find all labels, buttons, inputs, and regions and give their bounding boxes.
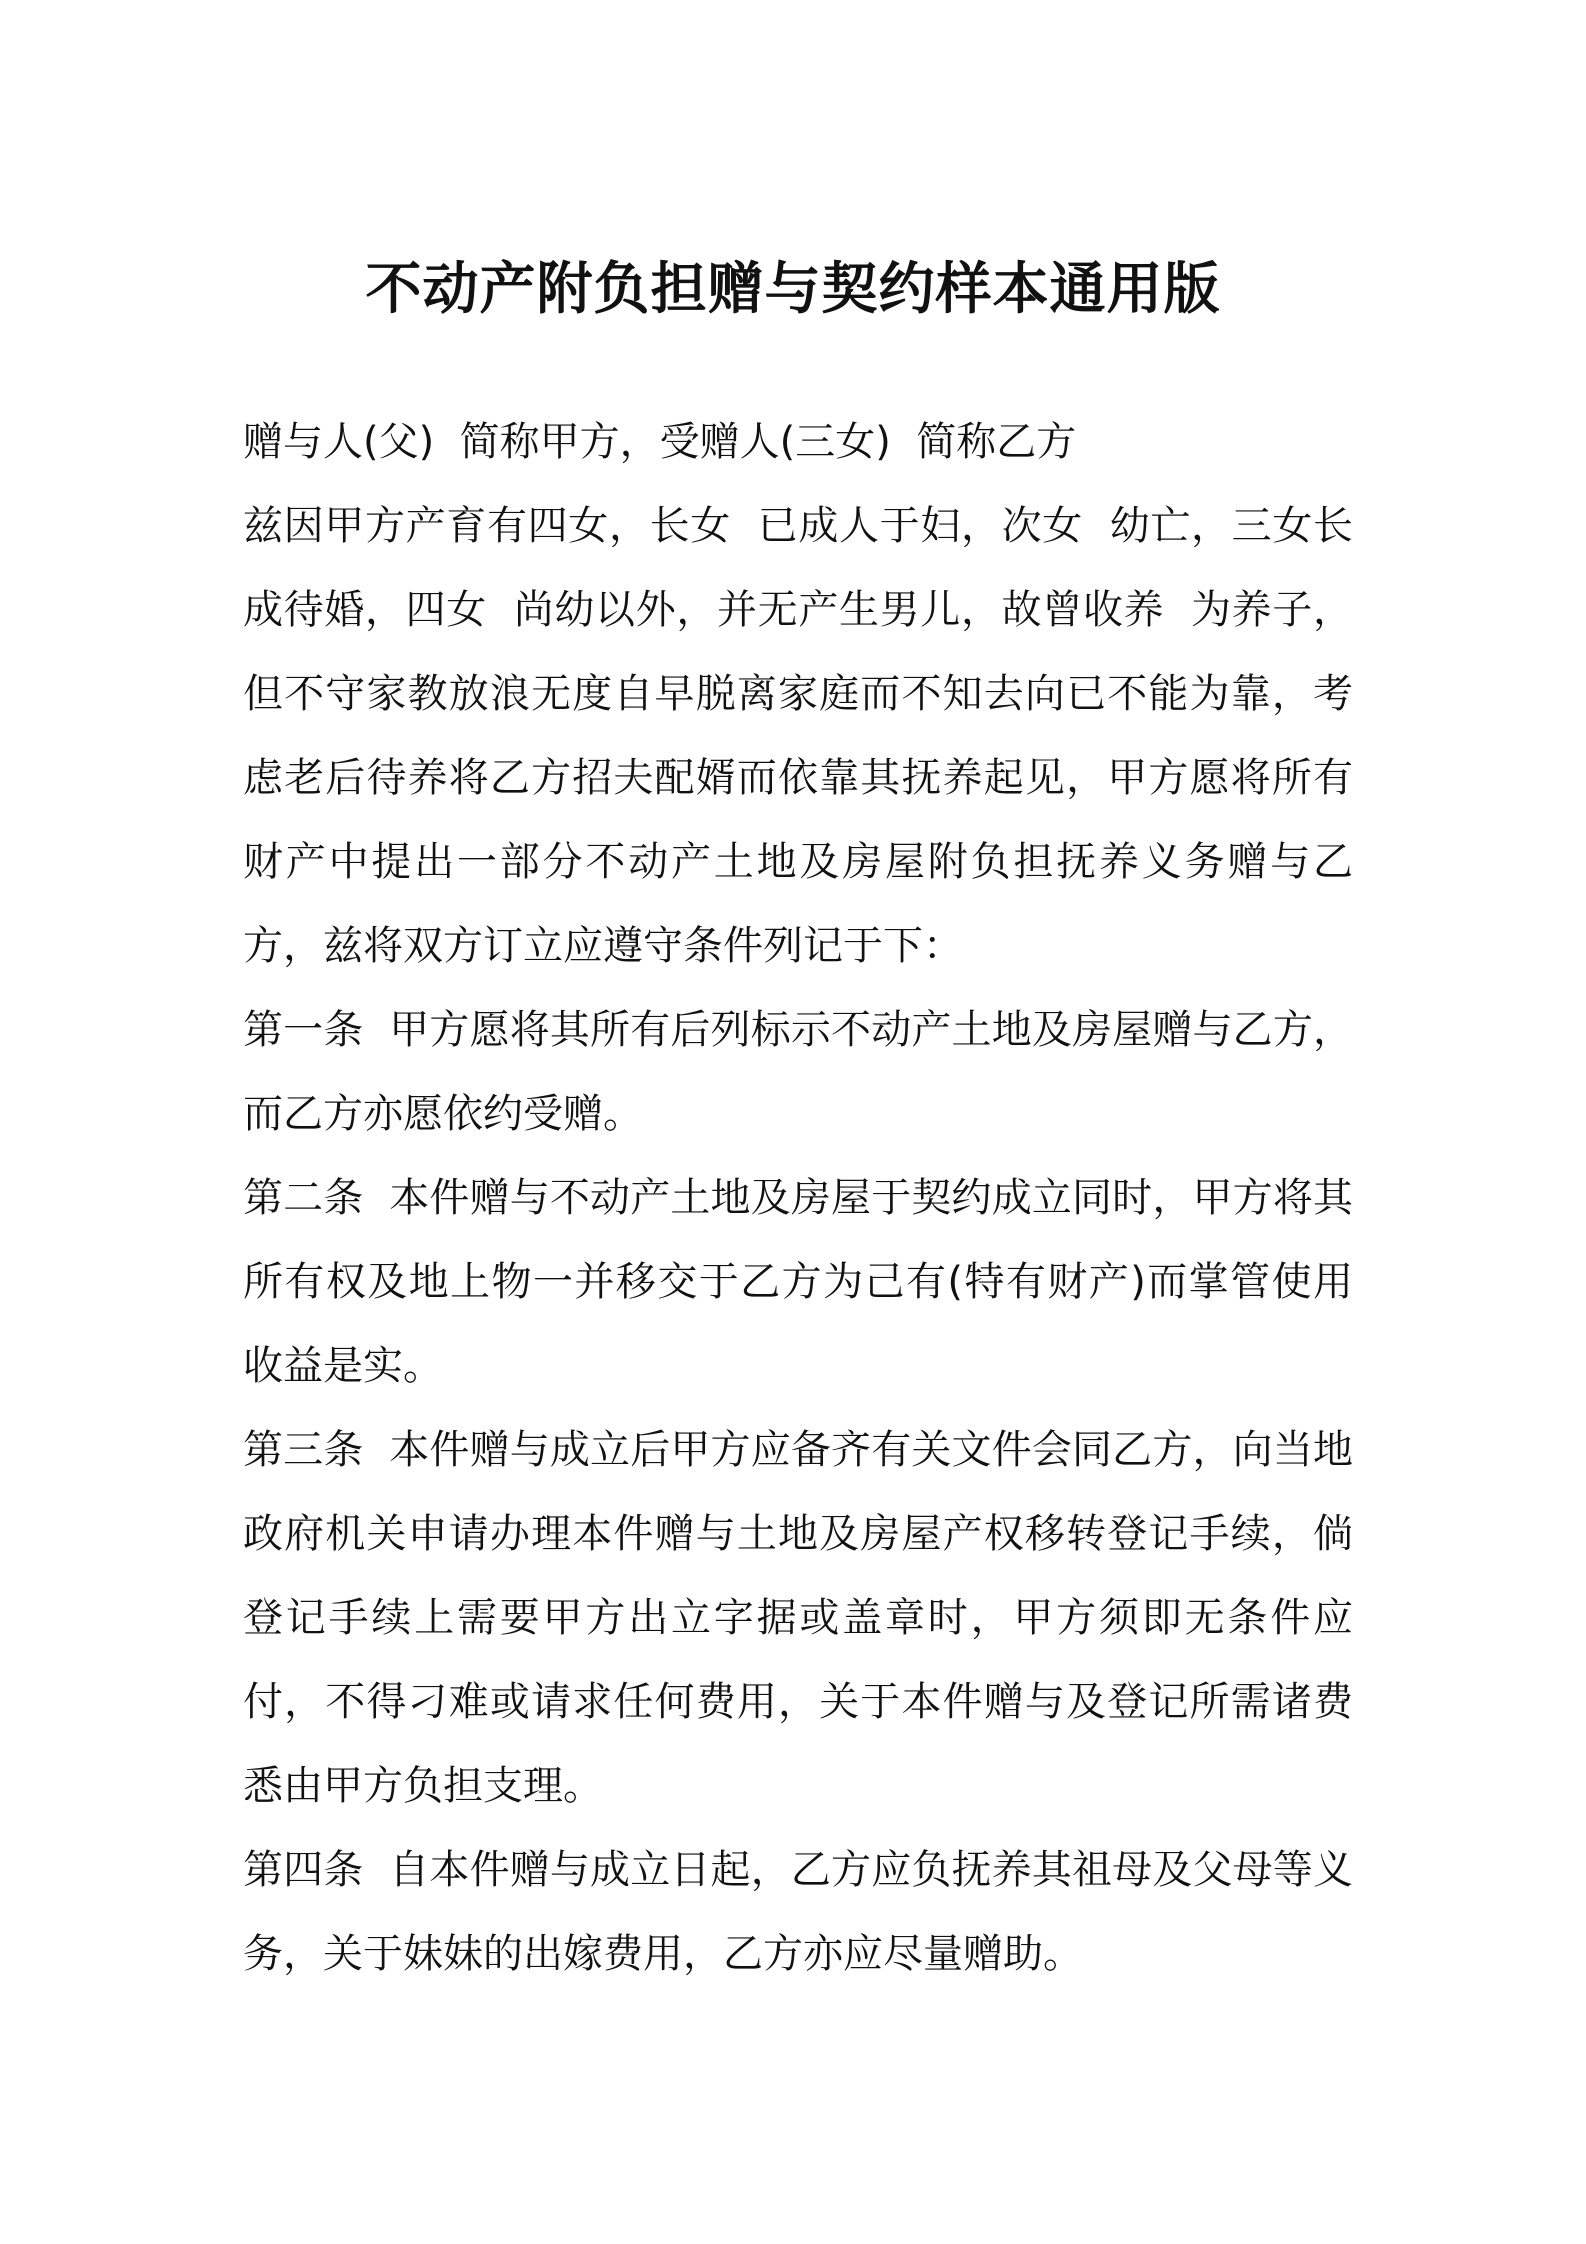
article-2: 第二条 本件赠与不动产土地及房屋于契约成立同时，甲方将其所有权及地上物一并移交于乙方为己有(特有财产)而掌管使用收益是实。 xyxy=(243,1175,1353,1389)
document-body xyxy=(243,400,1353,1996)
article-4: 第四条 自本件赠与成立日起，乙方应负抚养其祖母及父母等义务，关于妹妹的出嫁费用，乙方亦应尽量赠助。 xyxy=(243,1847,1353,1977)
document-title: 不动产附负担赠与契约样本通用版 xyxy=(365,257,1221,322)
article-1: 第一条 甲方愿将其所有后列标示不动产土地及房屋赠与乙方，而乙方亦愿依约受赠。 xyxy=(243,1007,1353,1137)
parties-paragraph: 赠与人(父) 简称甲方，受赠人(三女) 简称乙方 xyxy=(243,419,1077,465)
preamble-paragraph: 兹因甲方产育有四女，长女 已成人于妇，次女 幼亡，三女长成待婚，四女 尚幼以外，并无产生男儿，故曾收养 为养子，但不守家教放浪无度自早脱离家庭而不知去向已不能为靠，考虑老后待养将乙方招夫配婿而依靠其抚养起见，甲方愿将所有财产中提出一部分不动产土地及房屋附负担抚养义务赠与乙方，兹将双方订立应遵守条件列记于下： xyxy=(243,503,1353,969)
article-3: 第三条 本件赠与成立后甲方应备齐有关文件会同乙方，向当地政府机关申请办理本件赠与土地及房屋产权移转登记手续，倘登记手续上需要甲方出立字据或盖章时，甲方须即无条件应付，不得刁难或请求任何费用，关于本件赠与及登记所需诸费悉由甲方负担支理。 xyxy=(243,1427,1353,1809)
